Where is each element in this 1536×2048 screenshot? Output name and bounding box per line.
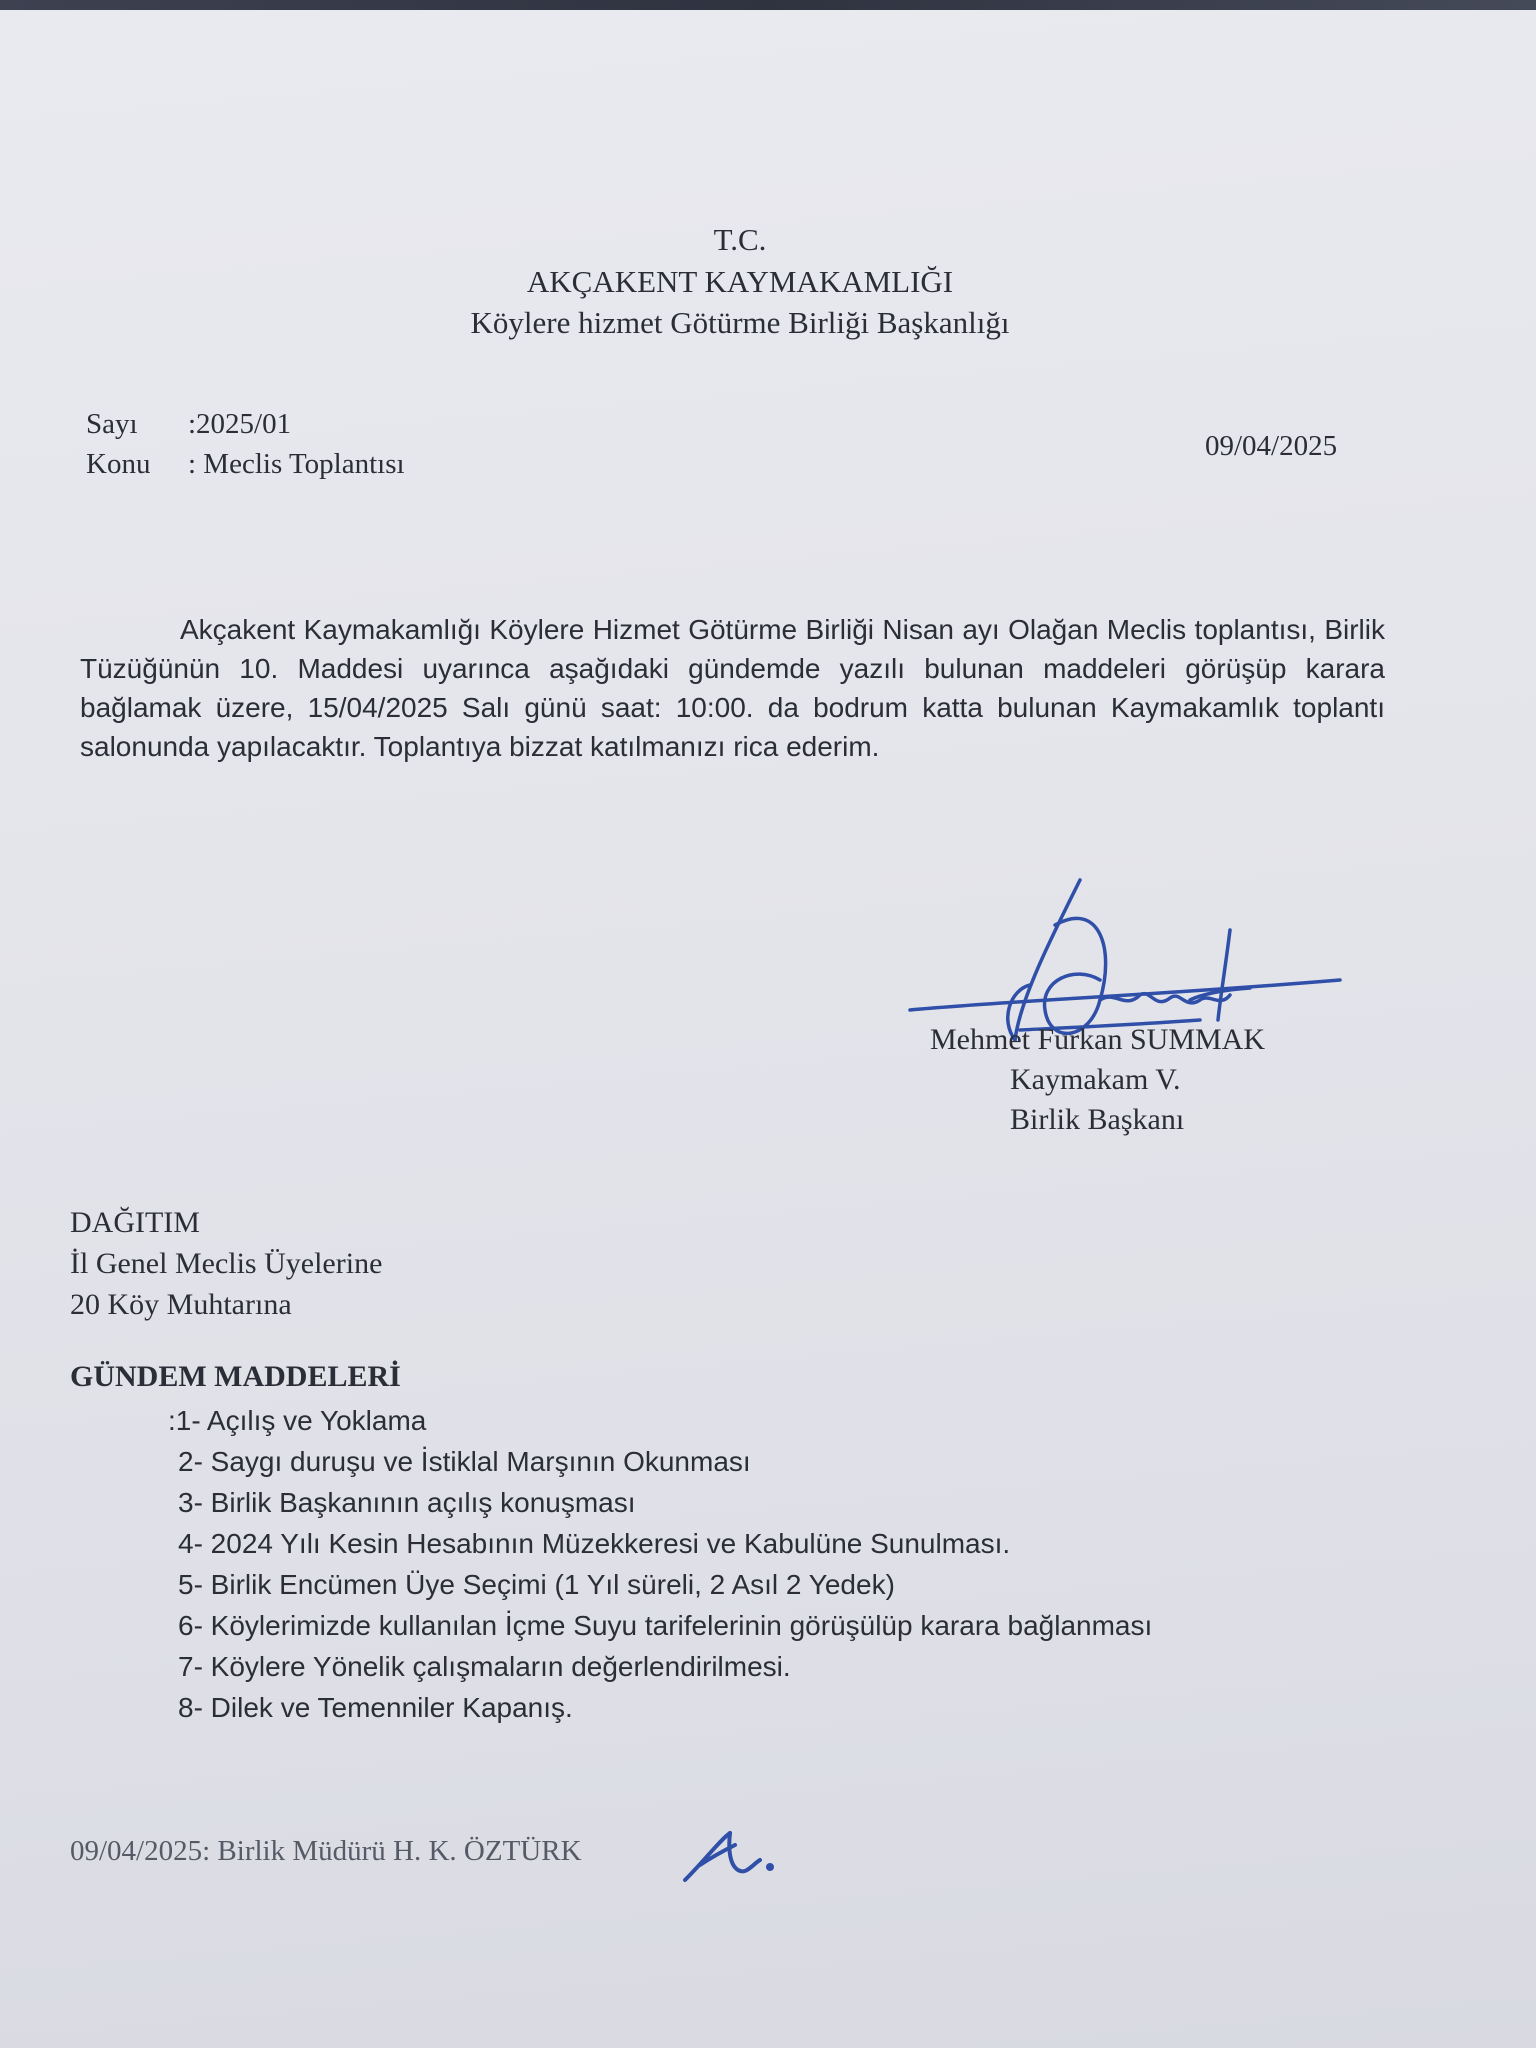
- footer-note: 09/04/2025: Birlik Müdürü H. K. ÖZTÜRK: [70, 1835, 582, 1867]
- distribution-item: 20 Köy Muhtarına: [70, 1288, 292, 1321]
- signatory-title-1: Kaymakam V.: [1010, 1063, 1181, 1096]
- agenda-item: :1- Açılış ve Yoklama: [168, 1405, 427, 1436]
- agenda-item: 4- 2024 Yılı Kesin Hesabının Müzekkeresi ve Kabulüne Sunulması.: [178, 1528, 1011, 1559]
- letterhead-line-2: AKÇAKENT KAYMAKAMLIĞI: [526, 264, 954, 299]
- konu-value: : Meclis Toplantısı: [188, 448, 405, 480]
- distribution-item: İl Genel Meclis Üyelerine: [70, 1247, 383, 1280]
- initials-signature-image: [680, 1825, 780, 1885]
- konu-row: [86, 445, 405, 483]
- agenda-list: [168, 1400, 1152, 1728]
- document-page: [0, 10, 1536, 2048]
- letterhead-line-1: T.C.: [713, 222, 767, 257]
- distribution-heading: DAĞITIM: [70, 1206, 200, 1239]
- body-paragraph: Akçakent Kaymakamlığı Köylere Hizmet Götürme Birliği Nisan ayı Olağan Meclis toplantısı, Birlik Tüzüğünün 10. Maddesi uyarınca aşağıdaki gündemde yazılı bulunan maddeleri görüşüp karara bağlamak üzere, 15/04/2025 Salı günü saat: 10:00. da bodrum katta bulunan Kaymakamlık toplantı salonunda yapılacaktır. Toplantıya bizzat katılmanızı rica ederim.: [80, 614, 1385, 762]
- sayi-value: :2025/01: [188, 408, 292, 440]
- letterhead-line-3: Köylere hizmet Götürme Birliği Başkanlığı: [470, 305, 1010, 340]
- signatory-block: [930, 1020, 1265, 1140]
- agenda-item: 5- Birlik Encümen Üye Seçimi (1 Yıl süreli, 2 Asıl 2 Yedek): [178, 1569, 895, 1600]
- sayi-label: Sayı: [86, 408, 138, 440]
- agenda-item: 3- Birlik Başkanının açılış konuşması: [178, 1487, 636, 1518]
- agenda-item: 8- Dilek ve Temenniler Kapanış.: [178, 1692, 573, 1723]
- signatory-title-2: Birlik Başkanı: [1010, 1103, 1185, 1136]
- signatory-name: Mehmet Furkan SUMMAK: [930, 1023, 1265, 1056]
- konu-label: Konu: [86, 448, 151, 480]
- agenda-item: 7- Köylere Yönelik çalışmaların değerlendirilmesi.: [178, 1651, 791, 1682]
- agenda-item: 2- Saygı duruşu ve İstiklal Marşının Okunması: [178, 1446, 751, 1477]
- agenda-item: 6- Köylerimizde kullanılan İçme Suyu tarifelerinin görüşülüp karara bağlanması: [178, 1610, 1153, 1641]
- distribution-block: [70, 1202, 382, 1325]
- sayi-row: [86, 405, 291, 443]
- agenda-heading: GÜNDEM MADDELERİ: [70, 1360, 401, 1393]
- document-date: 09/04/2025: [1205, 430, 1338, 462]
